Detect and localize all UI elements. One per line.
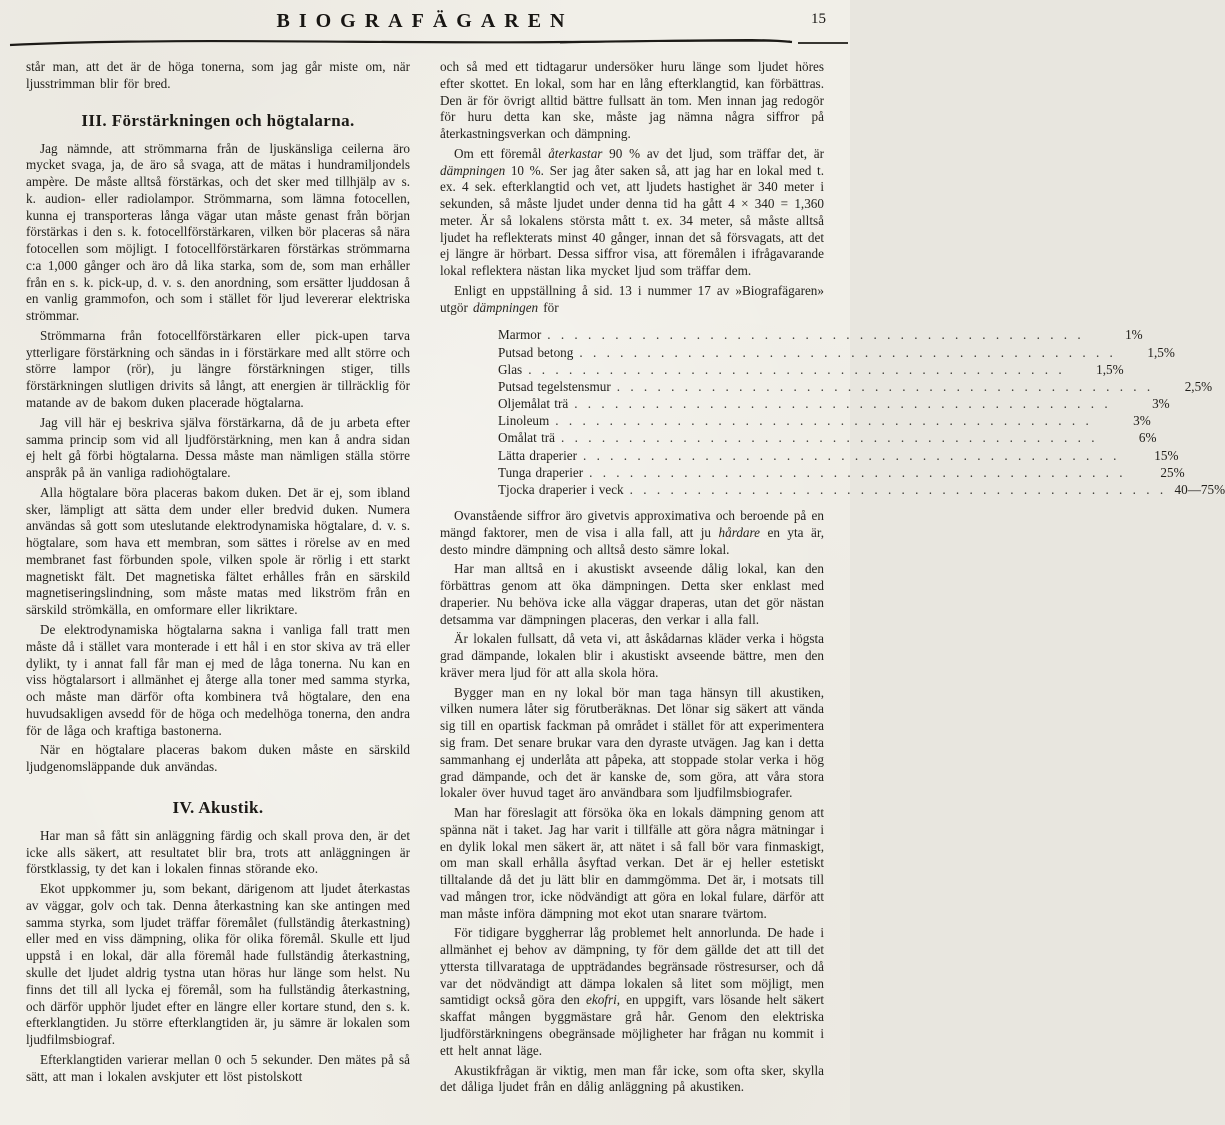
percent-unit: % [1112,361,1124,377]
paragraph [440,1063,824,1097]
text-run: Jag vill här ej beskriva själva förstärkarna, då de ju arbeta efter samma princip som vid all ljudförstärkning, men kan å andra sidan ej helt gå förbi högtalarna. Dessa måste man nämligen ställa större anspråk på än vanliga radiohögtalare. [26,414,410,481]
paragraphs-after-table [440,508,824,1096]
dot-leader: . . . . . . . . . . . . . . . . . . . . . . . . . . . . . . . . . . . . . . . . [574,396,1111,412]
text-run: Jag nämnde, att strömmarna från de ljuskänsliga ceilerna äro mycket svaga, ja, de äro så svaga, att de mätas i hundramiljondels ampère. De måste alltså förstärkas, och det sker med tillhjälp av s. k. audion- eller radiolampor. Strömmarna, som lämna fotocellen, kunna ej transporteras långa vägar utan måste genast från början förstärkas i den s. k. fotocellförstärkaren, vilken bör placeras så nära fotocellen som möjligt. I fotocellförstärkaren förstärkas strömmarna c:a 1,000 gånger och äro då lika starka, som de, som man erhåller från en s. k. pick-up, d. v. s. den anordning, som ersätter ljuddosan å en vanlig grammofon, och som i stället för ljud levererar elektriska strömmar. [26,140,410,324]
paragraph [440,561,824,628]
material-label: Marmor [498,327,542,343]
damping-table-row [498,447,1179,464]
percent-unit: % [1158,396,1170,412]
damping-value: 2,5 [1184,378,1202,394]
continuation-paragraph [26,59,410,93]
text-run: för [538,299,559,315]
dot-leader: . . . . . . . . . . . . . . . . . . . . . . . . . . . . . . . . . . . . . . . . [629,481,1167,497]
italic-text-run: dämpningen [472,299,539,315]
italic-text-run: hårdare [718,524,761,540]
material-label: Tjocka draperier i veck [498,481,624,497]
dot-leader: . . . . . . . . . . . . . . . . . . . . . . . . . . . . . . . . . . . . . . . . [616,378,1154,394]
damping-table-row [498,378,1213,395]
paragraph [26,622,410,739]
text-run: en yta är, desto mindre dämpning och alltså desto sämre lokal. [440,524,824,557]
paragraph [440,805,824,922]
damping-value: 3 [1133,413,1140,429]
material-label: Oljemålat trä [498,396,569,412]
dot-leader: . . . . . . . . . . . . . . . . . . . . . . . . . . . . . . . . . . . . . . . . [582,447,1120,463]
header-rule-line [0,35,850,49]
percent-unit: % [1214,481,1225,497]
material-label: Putsad betong [498,344,574,360]
text-run: Är lokalen fullsatt, då veta vi, att åskådarnas kläder verka i högsta grad dämpande, lokalen blir i akustiskt avseende bättre, men den kräver mera ljud för att alla skola höra. [440,631,824,680]
damping-table [498,326,1225,498]
damping-value: 1,5 [1096,361,1113,377]
section-heading-amplification: III. Förstärkningen och högtalarna. [81,110,355,130]
material-label: Tunga draperier [498,464,584,480]
damping-value: 15 [1154,447,1168,463]
paragraph [26,328,410,412]
paragraph [26,415,410,482]
italic-text-run: ekofri [585,992,617,1008]
paragraph [26,742,410,776]
paragraph [440,508,824,558]
damping-table-row [498,481,1225,498]
damping-table-row [498,395,1170,412]
damping-value: 25 [1160,464,1174,480]
right-column [440,59,1225,1099]
paragraph [440,925,824,1059]
percent-unit: % [1139,413,1151,429]
damping-table-row [498,429,1157,446]
paragraph [26,881,410,1049]
damping-table-row [498,326,1143,343]
damping-value: 3 [1152,396,1159,412]
continuation-paragraph [440,59,824,143]
percent-unit: % [1131,327,1143,343]
paragraph [26,828,410,878]
damping-value: 1 [1125,327,1132,343]
damping-value: 40—75 [1174,481,1215,497]
paragraph [440,146,824,280]
paragraph [26,141,410,325]
text-run: Man har föreslagit att försöka öka en lokals dämpning genom att spänna nät i taket. Jag har varit i tillfälle att göra några mätningar i en dylik lokal men säkert är, att nätet i så fall bör vara finmaskigt, om man skall erhålla åsyftad verkan. Det är ej heller estetiskt tilltalande då det ju lätt blir en dammgömma. Det är, i motsats till vad mången tror, icke nödvändigt att göra en lokal fulare, därför att man måste införa dämpning mot ekot utan snarare tvärtom. [440,805,824,921]
percent-unit: % [1163,344,1175,360]
text-run: De elektrodynamiska högtalarna sakna i vanliga fall tratt men måste då i stället vara monterade i ett hål i en stor skiva av trä eller dylikt, ty i annat fall får man ej med de låga tonerna. Nu kan en viss högtalarsort i allmänhet ej återge alla toner med samma styrka, och måste man därför ofta kombinera två högtalare, den ena huvudsakligen avsedd för de höga och medelhöga tonerna, den andra för de låga och kraftiga bastonerna. [26,621,410,738]
material-label: Omålat trä [498,430,556,446]
left-column [26,59,410,1099]
text-run: Akustikfrågan är viktig, men man får icke, som ofta sker, skylla det dåliga ljudet från en dålig anläggning på akustiken. [440,1062,824,1095]
text-run: Ovanstående siffror äro givetvis approximativa och beroende på en mängd faktorer, men de visa i alla fall, att ju [440,508,824,540]
text-run: Alla högtalare böra placeras bakom duken. Det är ej, som ibland sker, lämpligt att sätta dem under eller bredvid duken. Numera användas så gott som uteslutande elektrodynamiska högtalare, d. v. s. högtalare, som hava ett membran, som sättes i rörelse av en med membranet fast förbunden spole, vilken spole är rörlig i ett starkt magnetiskt fält. Det magnetiska fältet erhålles från en särskild magnetiseringslindning, som måste matas med likström från en särskild strömkälla, en omformare eller likriktare. [26,484,410,618]
percent-unit: % [1173,464,1185,480]
italic-text-run: återkastar [548,145,603,161]
dot-leader: . . . . . . . . . . . . . . . . . . . . . . . . . . . . . . . . . . . . . . . . [547,327,1084,343]
damping-table-row [498,464,1185,481]
percent-unit: % [1145,430,1157,446]
page-number: 15 [811,11,826,27]
material-label: Linoleum [498,413,550,429]
paragraph [26,485,410,619]
text-run: Enligt en uppställning å sid. 13 i nummer 17 av »Biografägaren» utgör [440,282,824,315]
paragraphs-before-table [440,146,824,317]
paragraph [440,685,824,802]
damping-value: 6 [1138,430,1146,446]
text-run: Strömmarna från fotocellförstärkaren eller pick-upen tarva ytterligare förstärkning och sändas in i förstärkare med allt större och större lampor (rör), ju längre förstärkningen stiger, tills förstärkningen slutligen drivits så långt, att energien är tillräcklig för matande av de bakom duken placerade högtalarna. [26,327,410,411]
material-label: Glas [498,361,523,377]
dot-leader: . . . . . . . . . . . . . . . . . . . . . . . . . . . . . . . . . . . . . . . . [555,413,1092,429]
section-acoustics-paragraphs [26,828,410,1085]
text-run: För tidigare byggherrar låg problemet helt annorlunda. De hade i allmänhet ej behov av dämpning, ty för dem gällde det att till det yttersta tillvarataga de uppträdandes begränsade röstresurser, och då var det nödvändigt att dämpa lokalen så litet som möjligt, men samtidigt också göra den [440,925,824,1008]
damping-value: 1,5 [1147,344,1164,360]
text-run: står man, att det är de höga tonerna, som jag går miste om, när ljusstrimman blir för bred. [26,59,410,91]
article-body [0,49,1225,1099]
damping-table-row [498,344,1175,361]
text-run: Om ett föremål [454,145,549,161]
paragraph [440,283,824,317]
text-run: Ekot uppkommer ju, som bekant, därigenom att ljudet återkastas av väggar, golv och tak. Denna återkastning kan ske antingen med samma styrka, som ljudet träffar föremålet (fullständig återkastning) eller med en viss dämpning, olika för olika föremål. Skulle ett ljud uppstå i en lokal, där alla föremål hade fullständig återkastning, skulle det ljudet aldrig tystna utan höras hur länge som helst. Nu finns det till all lycka ej föremål, som ha fullständig återkastning, och därför upphör ljudet efter en längre eller kortare stund, den s. k. efterklangtiden. Ju större efterklangtiden är, ju sämre är lokalen som ljudfilmsbiograf. [26,881,410,1048]
material-label: Putsad tegelstensmur [498,378,611,394]
magazine-title: BIOGRAFÄGAREN [276,10,574,32]
percent-unit: % [1167,447,1179,463]
dot-leader: . . . . . . . . . . . . . . . . . . . . . . . . . . . . . . . . . . . . . . . . [528,361,1065,377]
text-run: Bygger man en ny lokal bör man taga hänsyn till akustiken, vilken numera låter sig förutberäknas. Det lönar sig säkert att vända sig till en opartisk fackman på området i stället för att experimentera sig fram. Det senare brukar vara den dyraste utvägen. Jag kan i detta sammanhang ej underlåta att påpeka, att stoppade stolar verka i hög grad dämpande, och det är kanske de, som göra, att våra stora lokaler över huvud taget äro användbara som ljudfilmsbiografer. [440,684,824,801]
dot-leader: . . . . . . . . . . . . . . . . . . . . . . . . . . . . . . . . . . . . . . . . [579,344,1116,360]
damping-table-row [498,412,1151,429]
section-heading-acoustics: IV. Akustik. [172,797,264,817]
dot-leader: . . . . . . . . . . . . . . . . . . . . . . . . . . . . . . . . . . . . . . . . [561,430,1098,446]
text-run: 10 %. Ser jag åter saken så, att jag har en lokal med t. ex. 4 sek. efterklangtid och vet, att ljudets hastighet är 340 meter i sekunden, så måste ljudet under denna tid ha gått 4 × 340 = 1,360 meter. Är så lokalens största mått t. ex. 34 meter, så måste alltså ljudet ha reflekterats minst 40 gånger, innan det så försvagats, att det ej längre är hörbart. Dessa siffror visa, att föremålen i ifrågavarande lokal reflektera nästan lika mycket ljud som träffar dem. [440,162,824,279]
text-run: 90 % av det ljud, som träffar det, är [602,145,824,161]
italic-text-run: dämpningen [440,162,506,178]
text-run: Har man alltså en i akustiskt avseende dålig lokal, kan den förbättras genom att öka dämpningen. Detta sker enklast med draperier. Nu behöva icke alla väggar draperas, utan det gör nästan detsamma var dämpningen placeras, den verkar i alla fall. [440,561,824,627]
paragraph [440,631,824,681]
text-run: När en högtalare placeras bakom duken måste en särskild ljudgenomsläppande duk användas. [26,742,410,775]
text-run: Har man så fått sin anläggning färdig och skall prova den, är det icke alls säkert, att resultatet blir bra, trots att anläggningen är förstklassig, ty det kan i lokalen finnas störande eko. [26,827,410,877]
text-run: och så med ett tidtagarur undersöker huru länge som ljudet höres efter skottet. En lokal, som har en lång efterklangtid, kan förbättras. Den är för övrigt alltid bättre fullsatt än tom. Men innan jag redogör för huru detta kan ske, måste jag nämna några siffror på återkastningsverkan och dämpning. [440,59,824,142]
damping-table-row [498,361,1124,378]
material-label: Lätta draperier [498,447,577,463]
paragraph [26,1052,410,1086]
dot-leader: . . . . . . . . . . . . . . . . . . . . . . . . . . . . . . . . . . . . . . . . [589,464,1126,480]
percent-unit: % [1201,378,1213,394]
page-header [0,0,850,49]
section-amplification-paragraphs [26,141,410,776]
text-run: , en uppgift, vars lösande helt säkert skaffat mången byggmästare grå hår. Genom den elektriska ljudförstärkningens obegränsade möjligheter har frågan nu kommit i ett helt annat läge. [440,992,824,1058]
text-run: Efterklangtiden varierar mellan 0 och 5 sekunder. Den mätes på så sätt, att man i lokalen avskjuter ett löst pistolskott [26,1051,410,1084]
